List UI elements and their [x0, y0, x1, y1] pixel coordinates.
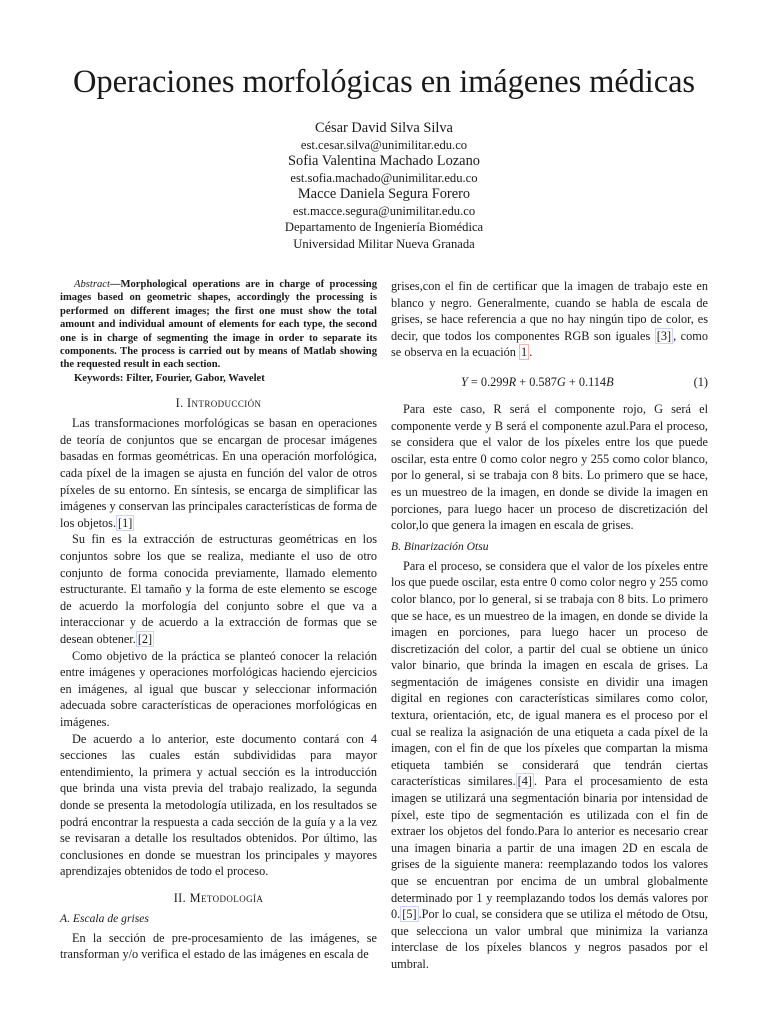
- citation-link[interactable]: [2]: [137, 631, 153, 646]
- citation-link[interactable]: [3]: [656, 328, 672, 343]
- left-column: [60, 278, 377, 963]
- grayscale-paragraph-continued: [391, 278, 708, 361]
- author-name: César David Silva Silva: [315, 120, 453, 136]
- eq-term: + 0.114: [565, 374, 607, 389]
- author-name: Macce Daniela Segura Forero: [297, 186, 471, 202]
- eq-symbol: B: [606, 374, 614, 389]
- paragraph-text: Para el proceso, se considera que el valor de los píxeles entre los que puede oscilar, esta entre 0 como color negro y 255 como color blanco, por lo general, si se trabaja con 8 bits. Lo primero que se hace, es un muestreo de la imagen, en donde se divide la imagen en porciones, para luego hacer un proceso de discretización del color, a partir del cual se obtiene un único valor binario, que brinda la imagen en escala de grises. La segmentación de imágenes consiste en dividir una imagen digital en regiones con características similares como color, textura, orientación, etc, de igual manera es el proceso por el cual se realiza la asignación de una etiqueta a cada píxel de la imagen, con el fin de que los píxeles que compartan la misma etiqueta también se considerará que tendrán ciertas características similares.: [391, 558, 708, 789]
- affiliation-department: Departamento de Ingeniería Biomédica: [284, 220, 484, 234]
- abstract: [60, 278, 377, 372]
- abstract-lead: Abstract: [74, 279, 110, 290]
- subsection-heading-otsu: B. Binarización Otsu: [391, 539, 489, 553]
- paragraph-text: Su fin es la extracción de estructuras geométricas en los conjuntos sobre los que se realiza, mediante el uso de otro conjunto de forma conocida previamente, llamado elemento estructurante. El tamaño y la forma de este elemento se escoge de acuerdo la morfología del conjunto sobre el que va a interaccionar y de acuerdo a la extracción de formas que se desean obtener.: [60, 532, 377, 646]
- paragraph-text: .Por lo cual, se considera que se utiliza el método de Otsu, que selecciona un valor umbral que minimiza la varianza interclase de los píxeles blancos y negros pasados por el umbral.: [391, 907, 708, 971]
- otsu-paragraph: [391, 558, 708, 973]
- abstract-text: —Morphological operations are in charge of processing images based on geometric shapes, accordingly the processing is performed on different images; the first one must show the total amount and individual amount of elements for each type, the second one is in charge of segmenting the image in order to separate its components. The process is carried out by means of Matlab showing the requested result in each section.: [60, 279, 377, 371]
- right-column: [391, 278, 708, 973]
- paragraph-text: , como se observa en la ecuación: [391, 328, 708, 360]
- equation-number: (1): [693, 374, 708, 389]
- grayscale-paragraph-start: En la sección de pre-procesamiento de las imágenes, se transforman y/o verifica el estado de las imágenes en escala de: [60, 930, 377, 962]
- eq-symbol: R: [508, 374, 517, 389]
- eq-term: + 0.587: [516, 374, 557, 389]
- paragraph-text: .: [529, 345, 533, 360]
- author-email: est.macce.segura@unimilitar.edu.co: [292, 204, 476, 218]
- eq-symbol: Y: [461, 374, 468, 389]
- equation-reference-link[interactable]: 1: [521, 345, 528, 360]
- section-heading-introduction: I. Introducción: [175, 396, 262, 411]
- intro-paragraph: [60, 415, 377, 531]
- grayscale-paragraph: Para este caso, R será el componente rojo, G será el componente verde y B será el componente azul.Para el proceso, se considera que el valor de los píxeles entre los que puede oscilar, esta entre 0 como color negro y 255 como color blanco, por lo general, si se trabaja con 8 bits. Lo primero que se hace, es un muestreo de la imagen, en donde se divide la imagen en porciones, para luego hacer un proceso de discretización del color,lo que genera la imagen en escala de grises.: [391, 401, 708, 533]
- intro-paragraph: Como objetivo de la práctica se planteó conocer la relación entre imágenes y operaciones morfológicas haciendo ejercicios en imágenes, al igual que buscar y seleccionar información adecuada sobre características de operaciones morfológicas en imágenes.: [60, 648, 377, 729]
- equation-body: [461, 374, 614, 391]
- intro-paragraph: [60, 531, 377, 647]
- equation-1: [391, 367, 708, 397]
- citation-link[interactable]: [1]: [118, 515, 133, 530]
- author-email: est.cesar.silva@unimilitar.edu.co: [300, 138, 468, 152]
- author-block: [0, 120, 768, 252]
- author-email: est.sofia.machado@unimilitar.edu.co: [290, 171, 478, 185]
- subsection-heading-grayscale: A. Escala de grises: [60, 911, 149, 925]
- eq-symbol: G: [556, 374, 566, 389]
- paper-title: Operaciones morfológicas en imágenes médicas: [73, 64, 695, 100]
- paragraph-text: grises,con el fin de certificar que la imagen de trabajo este en blanco y negro. Generalmente, cuando se habla de escala de grises, se hace referencia a que no hay ningún tipo de color, es decir, que todos los componentes RGB son iguales: [391, 279, 708, 343]
- affiliation-university: Universidad Militar Nueva Granada: [293, 236, 475, 251]
- section-heading-methodology: II. Metodología: [173, 890, 264, 905]
- paragraph-text: . Para el procesamiento de esta imagen se utilizará una segmentación binaria por intensidad de píxel, este tipo de segmentación es utilizada con el fin de extraer los objetos del fondo.Para lo anterior es necesario crear una imagen binaria a partir de una imagen 2D en escala de grises de la siguiente manera: reemplazando todos los valores que se encuentran por encima de un umbral globalmente determinado por 1 y reemplazando todos los demás valores por 0.: [391, 774, 708, 922]
- author-name: Sofia Valentina Machado Lozano: [288, 153, 480, 169]
- paragraph-text: Las transformaciones morfológicas se basan en operaciones de teoría de conjuntos que se encargan de procesar imágenes basadas en formas geométricas. En una operación morfológica, cada píxel de la imagen se ajusta en función del valor de otros píxeles de su entorno. En síntesis, se encarga de simplificar las imágenes y conservan las principales características de forma de los objetos.: [60, 416, 377, 530]
- citation-link[interactable]: [4]: [517, 774, 532, 789]
- intro-paragraph: De acuerdo a lo anterior, este documento contará con 4 secciones las cuales están subdivididas para mayor entendimiento, la primera y actual sección es la introducción que brinda una vista previa del trabajo realizado, la segunda donde se presenta la metodología utilizada, en los resultados se podrá encontrar la respuesta a cada sección de la guía y a la vez se revisaran a detalle los resultados obtenidos. Por último, las conclusiones en donde se muestran los principales y mayores aprendizajes obtenidos de todo el proceso.: [60, 731, 377, 879]
- citation-link[interactable]: [5]: [402, 907, 417, 922]
- keywords: Keywords: Filter, Fourier, Gabor, Wavelet: [74, 372, 265, 384]
- eq-term: = 0.299: [467, 374, 509, 389]
